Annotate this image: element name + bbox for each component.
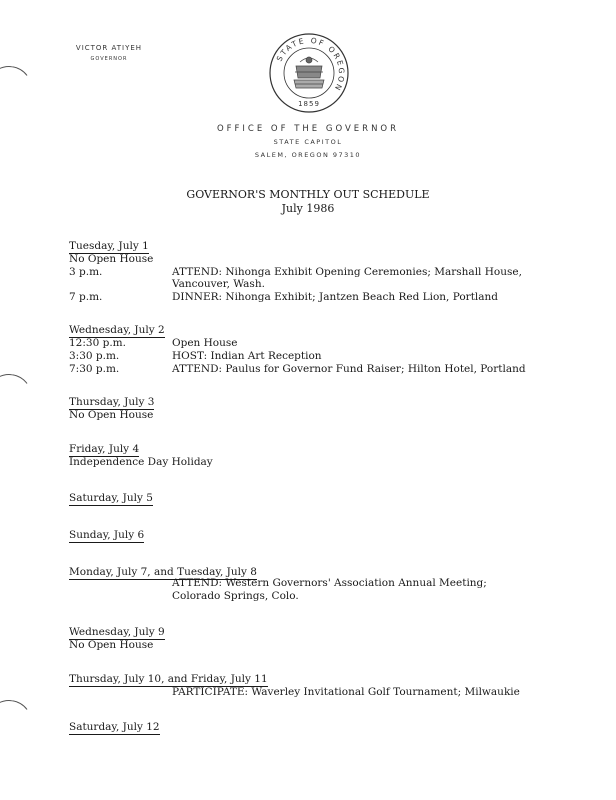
event-time: 3 p.m.: [69, 266, 103, 278]
document-subtitle: July 1986: [281, 202, 335, 215]
day-heading: Wednesday, July 2: [69, 324, 165, 336]
event-time: 7:30 p.m.: [69, 363, 120, 375]
office-address: SALEM, OREGON 97310: [254, 151, 362, 159]
seal-ring-text: STATE OF OREGON: [274, 35, 347, 94]
day-heading: Thursday, July 10, and Friday, July 11: [69, 673, 268, 685]
binder-hole: [0, 371, 35, 423]
governor-name: VICTOR ATIYEH: [75, 44, 143, 52]
event-line: PARTICIPATE: Waverley Invitational Golf Tournament; Milwaukie: [172, 686, 520, 698]
day-note: No Open House: [69, 409, 154, 421]
office-name: OFFICE OF THE GOVERNOR: [216, 124, 400, 134]
oregon-state-seal: [268, 32, 350, 114]
event-time: 3:30 p.m.: [69, 350, 120, 362]
seal-emblem: [294, 57, 324, 88]
day-heading: Sunday, July 6: [69, 529, 145, 541]
event-line: HOST: Indian Art Reception: [172, 350, 322, 362]
day-heading: Saturday, July 5: [69, 492, 153, 504]
event-time: 12:30 p.m.: [69, 337, 126, 349]
day-note: No Open House: [69, 639, 154, 651]
day-heading: Friday, July 4: [69, 443, 140, 455]
event-line: ATTEND: Western Governors' Association Annual Meeting;: [172, 577, 487, 589]
binder-hole: [0, 63, 35, 115]
governor-title: GOVERNOR: [90, 56, 128, 62]
event-line: ATTEND: Paulus for Governor Fund Raiser; Hilton Hotel, Portland: [172, 363, 526, 375]
day-note: No Open House: [69, 253, 154, 265]
office-building: STATE CAPITOL: [273, 138, 343, 146]
event-line: Vancouver, Wash.: [172, 278, 265, 290]
day-note: Independence Day Holiday: [69, 456, 213, 468]
day-heading: Saturday, July 12: [69, 721, 160, 733]
day-heading: Thursday, July 3: [69, 396, 155, 408]
event-line: ATTEND: Nihonga Exhibit Opening Ceremonies; Marshall House,: [172, 266, 522, 278]
day-heading: Monday, July 7, and Tuesday, July 8: [69, 566, 257, 578]
seal-year: 1859: [298, 100, 320, 108]
document-title: GOVERNOR'S MONTHLY OUT SCHEDULE: [186, 188, 430, 201]
binder-hole: [0, 697, 35, 749]
event-time: 7 p.m.: [69, 291, 103, 303]
day-heading: Wednesday, July 9: [69, 626, 165, 638]
event-line: DINNER: Nihonga Exhibit; Jantzen Beach Red Lion, Portland: [172, 291, 499, 303]
event-line: Colorado Springs, Colo.: [172, 590, 299, 602]
day-heading: Tuesday, July 1: [69, 240, 149, 252]
event-line: Open House: [172, 337, 238, 349]
